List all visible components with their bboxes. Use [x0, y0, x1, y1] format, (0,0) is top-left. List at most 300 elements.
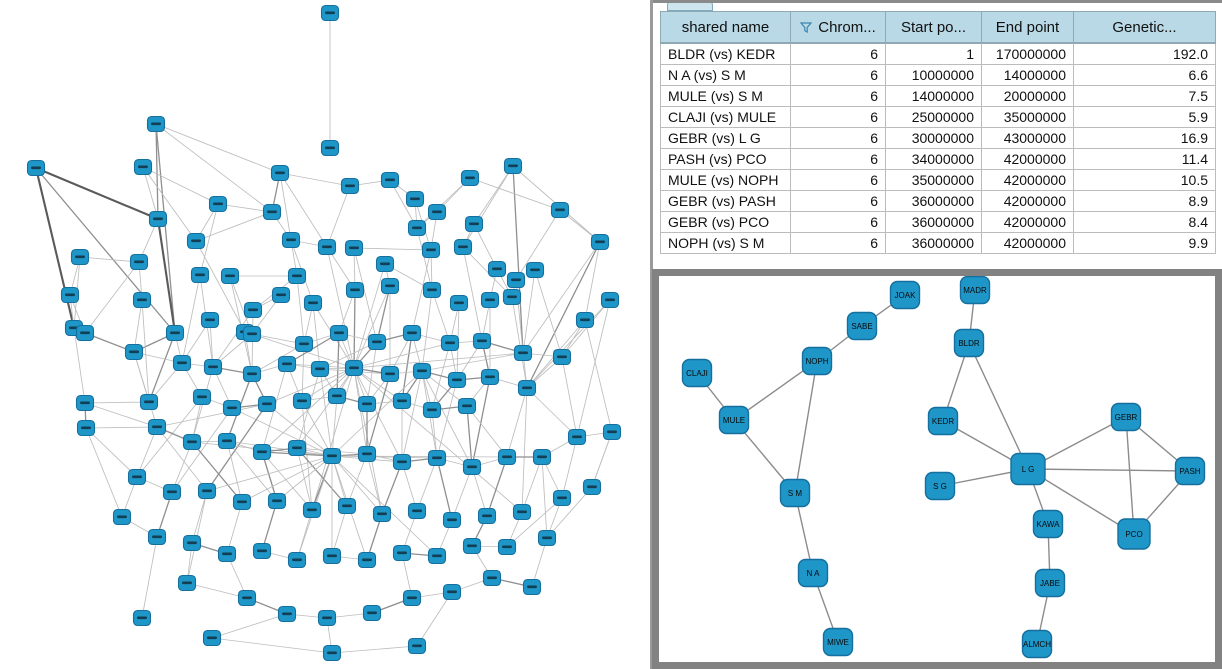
network-node[interactable] [219, 547, 236, 562]
network-node[interactable] [484, 571, 501, 586]
node-label-smudge [153, 218, 163, 221]
cell-value: 42000000 [982, 170, 1074, 191]
cell-value: 6 [791, 65, 886, 86]
node-pash[interactable] [1176, 458, 1205, 485]
network-node[interactable] [359, 553, 376, 568]
network-edge [354, 248, 431, 250]
network-node[interactable] [149, 420, 166, 435]
network-node[interactable] [382, 173, 399, 188]
network-node[interactable] [519, 381, 536, 396]
network-edge [467, 406, 472, 467]
node-label-smudge [282, 613, 292, 616]
network-node[interactable] [205, 360, 222, 375]
cell-value: 42000000 [982, 233, 1074, 254]
node-kedr[interactable] [929, 408, 958, 435]
node-label: S M [787, 488, 803, 498]
network-node[interactable] [192, 268, 209, 283]
network-edge-noph-sm [795, 361, 817, 493]
node-l-g[interactable] [1011, 454, 1045, 485]
network-node[interactable] [224, 401, 241, 416]
network-node[interactable] [527, 263, 544, 278]
cell-value: 35000000 [886, 170, 982, 191]
network-node[interactable] [167, 326, 184, 341]
network-node[interactable] [289, 441, 306, 456]
network-node[interactable] [304, 503, 321, 518]
network-edge [280, 173, 291, 240]
network-node[interactable] [331, 326, 348, 341]
network-node[interactable] [444, 585, 461, 600]
network-node[interactable] [482, 370, 499, 385]
network-node[interactable] [429, 451, 446, 466]
node-label-smudge [275, 172, 285, 175]
network-node[interactable] [524, 580, 541, 595]
network-node[interactable] [394, 394, 411, 409]
node-label-smudge [507, 296, 517, 299]
network-edge [212, 614, 287, 638]
node-label-smudge [286, 239, 296, 242]
node-label: PCO [1125, 529, 1143, 539]
node-label-smudge [485, 299, 495, 302]
column-header-genetic[interactable]: Genetic... [1074, 12, 1216, 44]
network-node[interactable] [77, 326, 94, 341]
node-label-smudge [138, 166, 148, 169]
cell-value: 35000000 [982, 107, 1074, 128]
network-node[interactable] [423, 243, 440, 258]
network-node[interactable] [449, 373, 466, 388]
network-node[interactable] [455, 240, 472, 255]
network-node[interactable] [489, 262, 506, 277]
node-label-smudge [299, 343, 309, 346]
network-edge [36, 168, 158, 219]
network-edge [472, 377, 490, 467]
node-label-smudge [322, 617, 332, 620]
node-label-smudge [137, 299, 147, 302]
node-label-smudge [222, 440, 232, 443]
network-edge [36, 168, 74, 328]
detail-network-svg [659, 276, 1215, 662]
cell-value: 6 [791, 107, 886, 128]
network-node[interactable] [254, 544, 271, 559]
network-node[interactable] [319, 611, 336, 626]
network-node[interactable] [114, 510, 131, 525]
node-label-smudge [297, 400, 307, 403]
node-label-smudge [427, 409, 437, 412]
node-label-smudge [248, 309, 258, 312]
cell-value: 170000000 [982, 43, 1074, 65]
column-header-start-po[interactable]: Start po... [886, 12, 982, 44]
network-node[interactable] [239, 591, 256, 606]
node-label-smudge [407, 597, 417, 600]
cell-value: 192.0 [1074, 43, 1216, 65]
node-label-smudge [407, 332, 417, 335]
node-label-smudge [487, 577, 497, 580]
node-label: NOPH [805, 356, 829, 366]
cell-value: 6.6 [1074, 65, 1216, 86]
node-label-smudge [482, 515, 492, 518]
network-node[interactable] [554, 350, 571, 365]
network-node[interactable] [188, 234, 205, 249]
node-label-smudge [555, 209, 565, 212]
cell-shared-name: NOPH (vs) S M [661, 233, 791, 254]
network-node[interactable] [479, 509, 496, 524]
network-node[interactable] [179, 576, 196, 591]
node-label-smudge [595, 241, 605, 244]
node-label: BLDR [958, 338, 980, 348]
node-label-smudge [518, 352, 528, 355]
network-node[interactable] [150, 212, 167, 227]
network-node[interactable] [514, 505, 531, 520]
node-almch[interactable] [1023, 631, 1052, 658]
node-label-smudge [332, 395, 342, 398]
network-node[interactable] [404, 326, 421, 341]
node-label-smudge [458, 246, 468, 249]
network-edge [463, 247, 482, 341]
network-node[interactable] [289, 553, 306, 568]
network-node[interactable] [459, 399, 476, 414]
node-label-smudge [247, 373, 257, 376]
network-node[interactable] [554, 491, 571, 506]
node-joak[interactable] [891, 282, 920, 309]
network-node[interactable] [409, 504, 426, 519]
network-node[interactable] [135, 160, 152, 175]
node-label-smudge [485, 376, 495, 379]
network-node[interactable] [319, 240, 336, 255]
node-bldr[interactable] [955, 330, 984, 357]
cell-value: 6 [791, 128, 886, 149]
network-edge [327, 247, 354, 368]
cell-value: 14000000 [982, 65, 1074, 86]
cell-value: 30000000 [886, 128, 982, 149]
node-label-smudge [282, 363, 292, 366]
network-node[interactable] [364, 606, 381, 621]
cell-value: 25000000 [886, 107, 982, 128]
network-node[interactable] [394, 455, 411, 470]
network-node[interactable] [592, 235, 609, 250]
network-edge [417, 178, 470, 228]
network-node[interactable] [264, 205, 281, 220]
cell-shared-name: MULE (vs) NOPH [661, 170, 791, 191]
network-edge [422, 290, 432, 371]
network-node[interactable] [444, 513, 461, 528]
cell-value: 6 [791, 170, 886, 191]
network-node[interactable] [273, 288, 290, 303]
node-claji[interactable] [683, 360, 712, 387]
network-edge [417, 228, 432, 290]
network-node[interactable] [462, 171, 479, 186]
network-node[interactable] [279, 607, 296, 622]
cell-value: 34000000 [886, 149, 982, 170]
network-node[interactable] [234, 495, 251, 510]
network-node[interactable] [322, 6, 339, 21]
network-node[interactable] [149, 530, 166, 545]
node-pco[interactable] [1118, 519, 1150, 549]
network-node[interactable] [464, 539, 481, 554]
network-node[interactable] [126, 345, 143, 360]
cell-value: 1 [886, 43, 982, 65]
network-node[interactable] [339, 499, 356, 514]
network-node[interactable] [602, 293, 619, 308]
network-node[interactable] [424, 403, 441, 418]
network-node[interactable] [78, 421, 95, 436]
network-node[interactable] [539, 531, 556, 546]
network-node[interactable] [569, 430, 586, 445]
cell-shared-name: PASH (vs) PCO [661, 149, 791, 170]
network-node[interactable] [312, 362, 329, 377]
network-node[interactable] [346, 361, 363, 376]
node-noph[interactable] [803, 348, 832, 375]
table-row[interactable] [661, 233, 1216, 254]
network-node[interactable] [429, 549, 446, 564]
node-label-smudge [397, 400, 407, 403]
network-edge [143, 167, 196, 241]
node-gebr[interactable] [1112, 404, 1141, 431]
network-node[interactable] [199, 484, 216, 499]
cell-shared-name: CLAJI (vs) MULE [661, 107, 791, 128]
node-label-smudge [195, 274, 205, 277]
node-label-smudge [465, 177, 475, 180]
network-node[interactable] [324, 549, 341, 564]
network-node[interactable] [254, 445, 271, 460]
network-node[interactable] [296, 337, 313, 352]
network-node[interactable] [72, 250, 89, 265]
network-node[interactable] [505, 159, 522, 174]
cell-value: 42000000 [982, 191, 1074, 212]
network-node[interactable] [184, 435, 201, 450]
node-label-smudge [222, 553, 232, 556]
network-node[interactable] [289, 269, 306, 284]
network-node[interactable] [382, 367, 399, 382]
cell-value: 6 [791, 212, 886, 233]
node-label-smudge [257, 550, 267, 553]
network-node[interactable] [134, 293, 151, 308]
node-label-smudge [129, 351, 139, 354]
column-header-chrom[interactable]: Chrom... [791, 12, 886, 44]
node-label-smudge [530, 269, 540, 272]
node-label-smudge [152, 426, 162, 429]
column-header-end-point[interactable]: End point [982, 12, 1074, 44]
network-node[interactable] [219, 434, 236, 449]
network-node[interactable] [129, 470, 146, 485]
table-row[interactable] [661, 65, 1216, 86]
network-node[interactable] [584, 480, 601, 495]
network-node[interactable] [244, 327, 261, 342]
network-node[interactable] [134, 611, 151, 626]
network-node[interactable] [409, 221, 426, 236]
cell-value: 10.5 [1074, 170, 1216, 191]
network-node[interactable] [359, 397, 376, 412]
network-node[interactable] [409, 639, 426, 654]
network-node[interactable] [515, 346, 532, 361]
node-miwe[interactable] [824, 629, 853, 656]
node-label-smudge [372, 341, 382, 344]
network-node[interactable] [202, 313, 219, 328]
node-label-smudge [385, 373, 395, 376]
network-node[interactable] [347, 283, 364, 298]
network-node[interactable] [342, 179, 359, 194]
node-label-smudge [492, 268, 502, 271]
network-node[interactable] [382, 279, 399, 294]
node-jabe[interactable] [1036, 570, 1065, 597]
table-row[interactable] [661, 128, 1216, 149]
node-label-smudge [349, 367, 359, 370]
node-label-smudge [587, 486, 597, 489]
network-node[interactable] [451, 296, 468, 311]
cell-value: 6 [791, 191, 886, 212]
cell-value: 36000000 [886, 212, 982, 233]
node-label-smudge [412, 227, 422, 230]
network-node[interactable] [305, 296, 322, 311]
node-s-g[interactable] [926, 473, 955, 500]
cell-value: 14000000 [886, 86, 982, 107]
node-label-smudge [469, 223, 479, 226]
network-node[interactable] [184, 536, 201, 551]
node-label-smudge [385, 285, 395, 288]
table-row[interactable] [661, 212, 1216, 233]
column-header-shared-name[interactable]: shared name [661, 12, 791, 44]
cell-shared-name: MULE (vs) S M [661, 86, 791, 107]
network-node[interactable] [272, 166, 289, 181]
network-node[interactable] [369, 335, 386, 350]
network-node[interactable] [499, 540, 516, 555]
node-label-smudge [607, 431, 617, 434]
network-edge [280, 173, 350, 186]
node-s-m[interactable] [781, 480, 810, 507]
network-node[interactable] [28, 161, 45, 176]
network-node[interactable] [429, 205, 446, 220]
network-edge [86, 427, 157, 428]
table-row[interactable] [661, 43, 1216, 65]
network-node[interactable] [442, 336, 459, 351]
network-node[interactable] [359, 447, 376, 462]
cell-value: 36000000 [886, 191, 982, 212]
cell-value: 36000000 [886, 233, 982, 254]
network-node[interactable] [222, 269, 239, 284]
cell-value: 5.9 [1074, 107, 1216, 128]
network-node[interactable] [77, 396, 94, 411]
node-label-smudge [152, 536, 162, 539]
node-label-smudge [276, 294, 286, 297]
network-node[interactable] [466, 217, 483, 232]
network-node[interactable] [174, 356, 191, 371]
network-node[interactable] [504, 290, 521, 305]
network-edge [86, 428, 137, 477]
node-label-smudge [385, 179, 395, 182]
network-node[interactable] [322, 141, 339, 156]
network-node[interactable] [62, 288, 79, 303]
network-node[interactable] [204, 631, 221, 646]
node-kawa[interactable] [1034, 511, 1063, 538]
node-label-smudge [117, 516, 127, 519]
node-n-a[interactable] [799, 560, 828, 587]
node-label-smudge [477, 340, 487, 343]
node-label-smudge [527, 586, 537, 589]
network-node[interactable] [394, 546, 411, 561]
network-edge [354, 286, 390, 368]
network-node[interactable] [508, 273, 525, 288]
node-label-smudge [502, 456, 512, 459]
network-node[interactable] [245, 303, 262, 318]
node-label-smudge [170, 332, 180, 335]
network-edge [332, 646, 417, 653]
network-node[interactable] [210, 197, 227, 212]
node-label-smudge [447, 519, 457, 522]
node-madr[interactable] [961, 277, 990, 304]
node-label-smudge [267, 211, 277, 214]
network-edge [156, 124, 280, 173]
network-node[interactable] [407, 192, 424, 207]
node-sabe[interactable] [848, 313, 877, 340]
cell-value: 7.5 [1074, 86, 1216, 107]
network-edge [212, 638, 332, 653]
detail-network-canvas[interactable] [652, 269, 1222, 669]
network-edge [437, 458, 452, 520]
funnel-filter-icon[interactable] [800, 22, 812, 33]
network-node[interactable] [131, 255, 148, 270]
edge-attribute-table [660, 11, 1216, 254]
network-node[interactable] [259, 397, 276, 412]
node-label-smudge [213, 203, 223, 206]
table-row[interactable] [661, 86, 1216, 107]
node-label-smudge [557, 497, 567, 500]
network-node[interactable] [148, 117, 165, 132]
network-node[interactable] [244, 367, 261, 382]
node-label: MADR [963, 285, 987, 295]
table-row[interactable] [661, 191, 1216, 212]
cell-value: 9.9 [1074, 233, 1216, 254]
network-node[interactable] [552, 203, 569, 218]
network-node[interactable] [346, 241, 363, 256]
table-row[interactable] [661, 149, 1216, 170]
network-node[interactable] [279, 357, 296, 372]
table-row[interactable] [661, 170, 1216, 191]
network-node[interactable] [194, 390, 211, 405]
network-edge [592, 432, 612, 487]
network-node[interactable] [164, 485, 181, 500]
network-node[interactable] [141, 395, 158, 410]
network-node[interactable] [329, 389, 346, 404]
network-node[interactable] [534, 450, 551, 465]
network-node[interactable] [414, 364, 431, 379]
network-node[interactable] [604, 425, 621, 440]
node-label-smudge [207, 637, 217, 640]
node-label-smudge [377, 513, 387, 516]
cell-value: 6 [791, 43, 886, 65]
node-label-smudge [542, 537, 552, 540]
table-row[interactable] [661, 107, 1216, 128]
node-label-smudge [502, 546, 512, 549]
cell-value: 6 [791, 233, 886, 254]
network-node[interactable] [577, 313, 594, 328]
network-node[interactable] [482, 293, 499, 308]
network-node[interactable] [374, 507, 391, 522]
network-node[interactable] [464, 460, 481, 475]
network-node[interactable] [499, 450, 516, 465]
network-node[interactable] [474, 334, 491, 349]
node-mule[interactable] [720, 407, 749, 434]
network-node[interactable] [424, 283, 441, 298]
node-label-smudge [177, 362, 187, 365]
network-node[interactable] [404, 591, 421, 606]
network-node[interactable] [283, 233, 300, 248]
cell-value: 42000000 [982, 149, 1074, 170]
network-node[interactable] [269, 494, 286, 509]
network-edge [354, 264, 385, 368]
network-node[interactable] [324, 646, 341, 661]
network-node[interactable] [324, 449, 341, 464]
cell-value: 42000000 [982, 212, 1074, 233]
network-node[interactable] [294, 394, 311, 409]
network-node[interactable] [377, 257, 394, 272]
